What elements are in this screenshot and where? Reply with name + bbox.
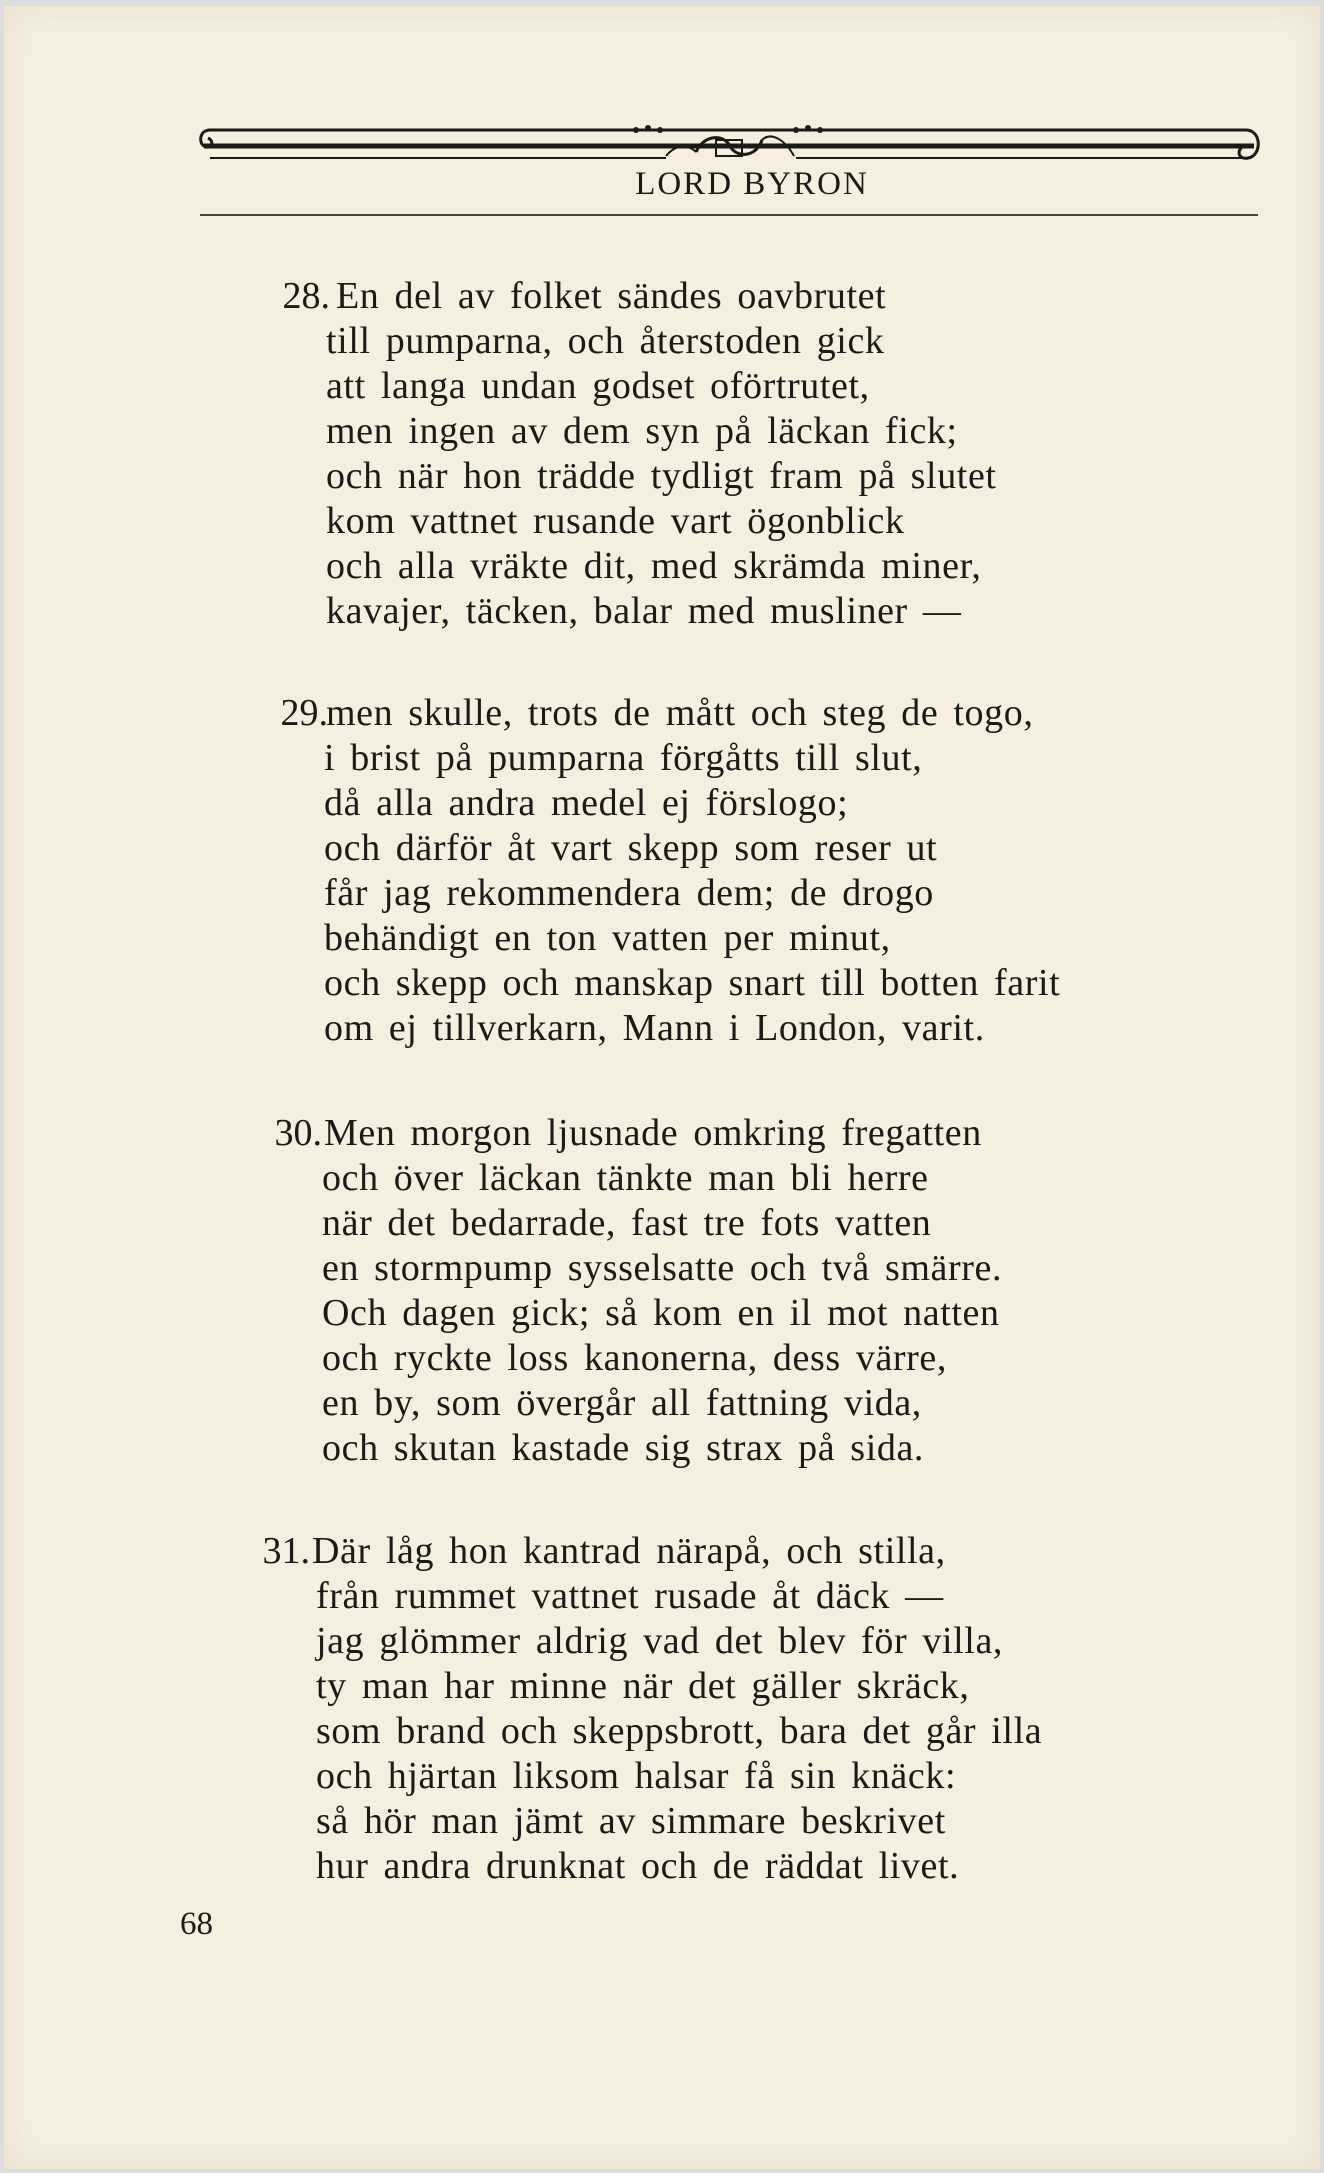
book-page xyxy=(4,6,1320,2169)
verse-line: och ryckte loss kanonerna, dess värre, xyxy=(322,1337,947,1379)
verse-line: ty man har minne när det gäller skräck, xyxy=(316,1665,970,1707)
verse-line: om ej tillverkarn, Mann i London, varit. xyxy=(324,1007,985,1049)
verse-line: kom vattnet rusande vart ögonblick xyxy=(326,500,905,542)
stanza-number: 30. xyxy=(274,1112,322,1154)
verse-line: och hjärtan liksom halsar få sin knäck: xyxy=(316,1755,957,1797)
verse-line: kavajer, täcken, balar med musliner — xyxy=(326,590,962,632)
verse-line: när det bedarrade, fast tre fots vatten xyxy=(322,1202,932,1244)
stanza-number: 28. xyxy=(282,275,330,317)
verse-line: men skulle, trots de mått och steg de togo, xyxy=(326,692,1034,734)
verse-line: men ingen av dem syn på läckan fick; xyxy=(326,410,958,452)
stanza-number: 29. xyxy=(280,692,328,734)
verse-line: och skutan kastade sig strax på sida. xyxy=(322,1427,925,1469)
verse-line: till pumparna, och återstoden gick xyxy=(326,320,885,362)
header-rule xyxy=(200,214,1258,216)
verse-line: Men morgon ljusnade omkring fregatten xyxy=(324,1112,982,1154)
verse-line: och alla vräkte dit, med skrämda miner, xyxy=(326,545,982,587)
page-number: 68 xyxy=(180,1906,213,1942)
verse-line: i brist på pumparna förgåtts till slut, xyxy=(324,737,923,779)
verse-line: får jag rekommendera dem; de drogo xyxy=(324,872,934,914)
verse-line: att langa undan godset oförtrutet, xyxy=(326,365,870,407)
verse-line: jag glömmer aldrig vad det blev för villa, xyxy=(316,1620,1004,1662)
verse-line: och skepp och manskap snart till botten farit xyxy=(324,962,1061,1004)
verse-line: som brand och skeppsbrott, bara det går illa xyxy=(316,1710,1043,1752)
verse-line: och när hon trädde tydligt fram på slutet xyxy=(326,455,997,497)
verse-line: En del av folket sändes oavbrutet xyxy=(336,275,887,317)
verse-line: hur andra drunknat och de räddat livet. xyxy=(316,1845,960,1887)
verse-line: då alla andra medel ej förslogo; xyxy=(324,782,849,824)
verse-line: Och dagen gick; så kom en il mot natten xyxy=(322,1292,1000,1334)
verse-line: från rummet vattnet rusade åt däck — xyxy=(316,1575,944,1617)
verse-line: och över läckan tänkte man bli herre xyxy=(322,1157,929,1199)
running-head-title: LORD BYRON xyxy=(635,166,869,202)
verse-line: och därför åt vart skepp som reser ut xyxy=(324,827,938,869)
stanza-number: 31. xyxy=(262,1530,310,1572)
verse-line: en stormpump sysselsatte och två smärre. xyxy=(322,1247,1003,1289)
verse-line: en by, som övergår all fattning vida, xyxy=(322,1382,922,1424)
verse-line: behändigt en ton vatten per minut, xyxy=(324,917,891,959)
verse-line: Där låg hon kantrad närapå, och stilla, xyxy=(312,1530,946,1572)
verse-line: så hör man jämt av simmare beskrivet xyxy=(316,1800,946,1842)
